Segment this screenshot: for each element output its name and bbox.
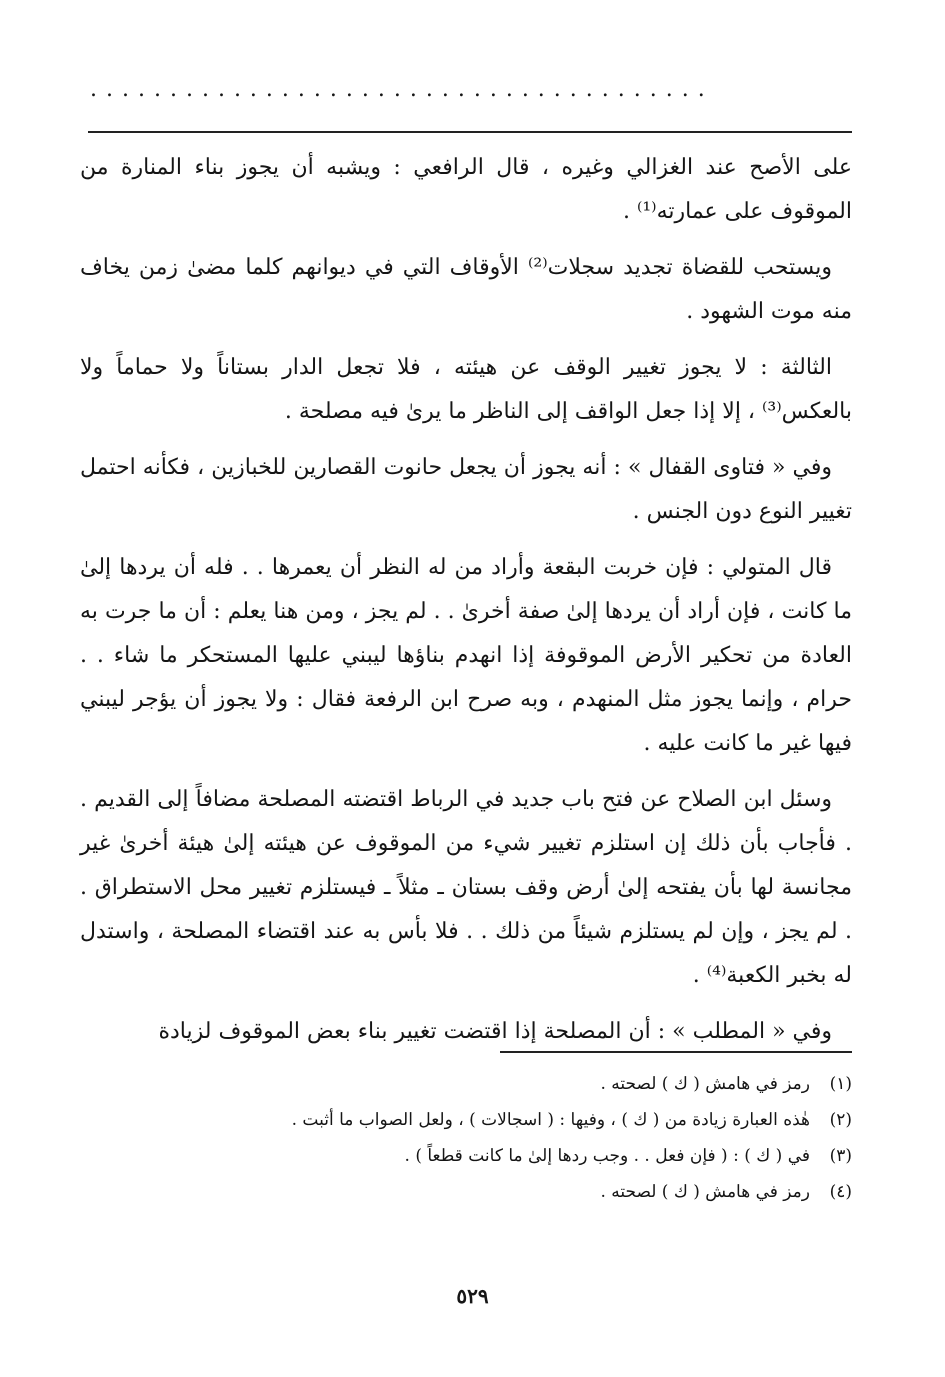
- paragraph: قال المتولي : فإن خربت البقعة وأراد من له النظر أن يعمرها . . فله أن يردها إلىٰ ما كانت ، فإن أراد أن يردها إلىٰ صفة أخرىٰ . . لم يجز ، ومن هنا يعلم : أن ما جرت به العادة من تحكير الأرض الموقوفة إذا انهدم بناؤها ليبني عليها المستحكر ما شاء . . حرام ، وإنما يجوز مثل المنهدم ، وبه صرح ابن الرفعة فقال : ولا يجوز أن يؤجر ليبني فيها غير ما كانت عليه .: [80, 555, 852, 756]
- paragraph: الثالثة : لا يجوز تغيير الوقف عن هيئته ، فلا تجعل الدار بستاناً ولا حماماً ولا بالعكس⁽³⁾ ، إلا إذا جعل الواقف إلى الناظر ما يرىٰ فيه مصلحة .: [80, 355, 852, 424]
- page-number: ٥٢٩: [456, 1284, 489, 1308]
- footnote-text: رمز في هامش ( ك ) لصحته .: [600, 1182, 810, 1202]
- footnote-number: (٣): [829, 1146, 852, 1166]
- footnote: [120, 1138, 852, 1174]
- paragraph: وفي « فتاوى القفال » : أنه يجوز أن يجعل حانوت القصارين للخبازين ، فكأنه احتمل تغيير النوع دون الجنس .: [80, 455, 852, 524]
- footnotes: [120, 1066, 852, 1210]
- footnote-rule: [500, 1051, 852, 1053]
- footnote: [120, 1102, 852, 1138]
- footnote-number: (٤): [829, 1182, 852, 1202]
- header-rule: [88, 131, 852, 133]
- footnote-number: (١): [829, 1074, 852, 1094]
- paragraph: ويستحب للقضاة تجديد سجلات⁽²⁾ الأوقاف التي في ديوانهم كلما مضىٰ زمن يخاف منه موت الشهود .: [80, 255, 852, 324]
- footnote: [120, 1174, 852, 1210]
- paragraph: وفي « المطلب » : أن المصلحة إذا اقتضت تغيير بناء بعض الموقوف لزيادة: [158, 1019, 832, 1044]
- main-text: [80, 146, 852, 1066]
- footnote-text: رمز في هامش ( ك ) لصحته .: [600, 1074, 810, 1094]
- footnote-text: هٰذه العبارة زيادة من ( ك ) ، وفيها : ( اسجالات ) ، ولعل الصواب ما أثبت .: [291, 1110, 810, 1130]
- footnote-number: (٢): [829, 1110, 852, 1130]
- footnote: [120, 1066, 852, 1102]
- paragraph: على الأصح عند الغزالي وغيره ، قال الرافعي : ويشبه أن يجوز بناء المنارة من الموقوف على عمارته⁽¹⁾ .: [80, 155, 852, 224]
- paragraph: وسئل ابن الصلاح عن فتح باب جديد في الرباط اقتضته المصلحة مضافاً إلى القديم . . فأجاب بأن ذلك إن استلزم تغيير شيء من الموقوف عن هيئته إلىٰ هيئة أخرىٰ غير مجانسة لها بأن يفتحه إلىٰ أرض وقف بستان ـ مثلاً ـ فيستلزم تغيير محل الاستطراق . . لم يجز ، وإن لم يستلزم شيئاً من ذلك . . فلا بأس به عند اقتضاء المصلحة ، واستدل له بخبر الكعبة⁽⁴⁾ .: [80, 787, 852, 988]
- running-header-dots: .......................................: [90, 77, 714, 102]
- footnote-text: في ( ك ) : ( فإن فعل . . وجب ردها إلىٰ ما كانت قطعاً ) .: [404, 1146, 810, 1166]
